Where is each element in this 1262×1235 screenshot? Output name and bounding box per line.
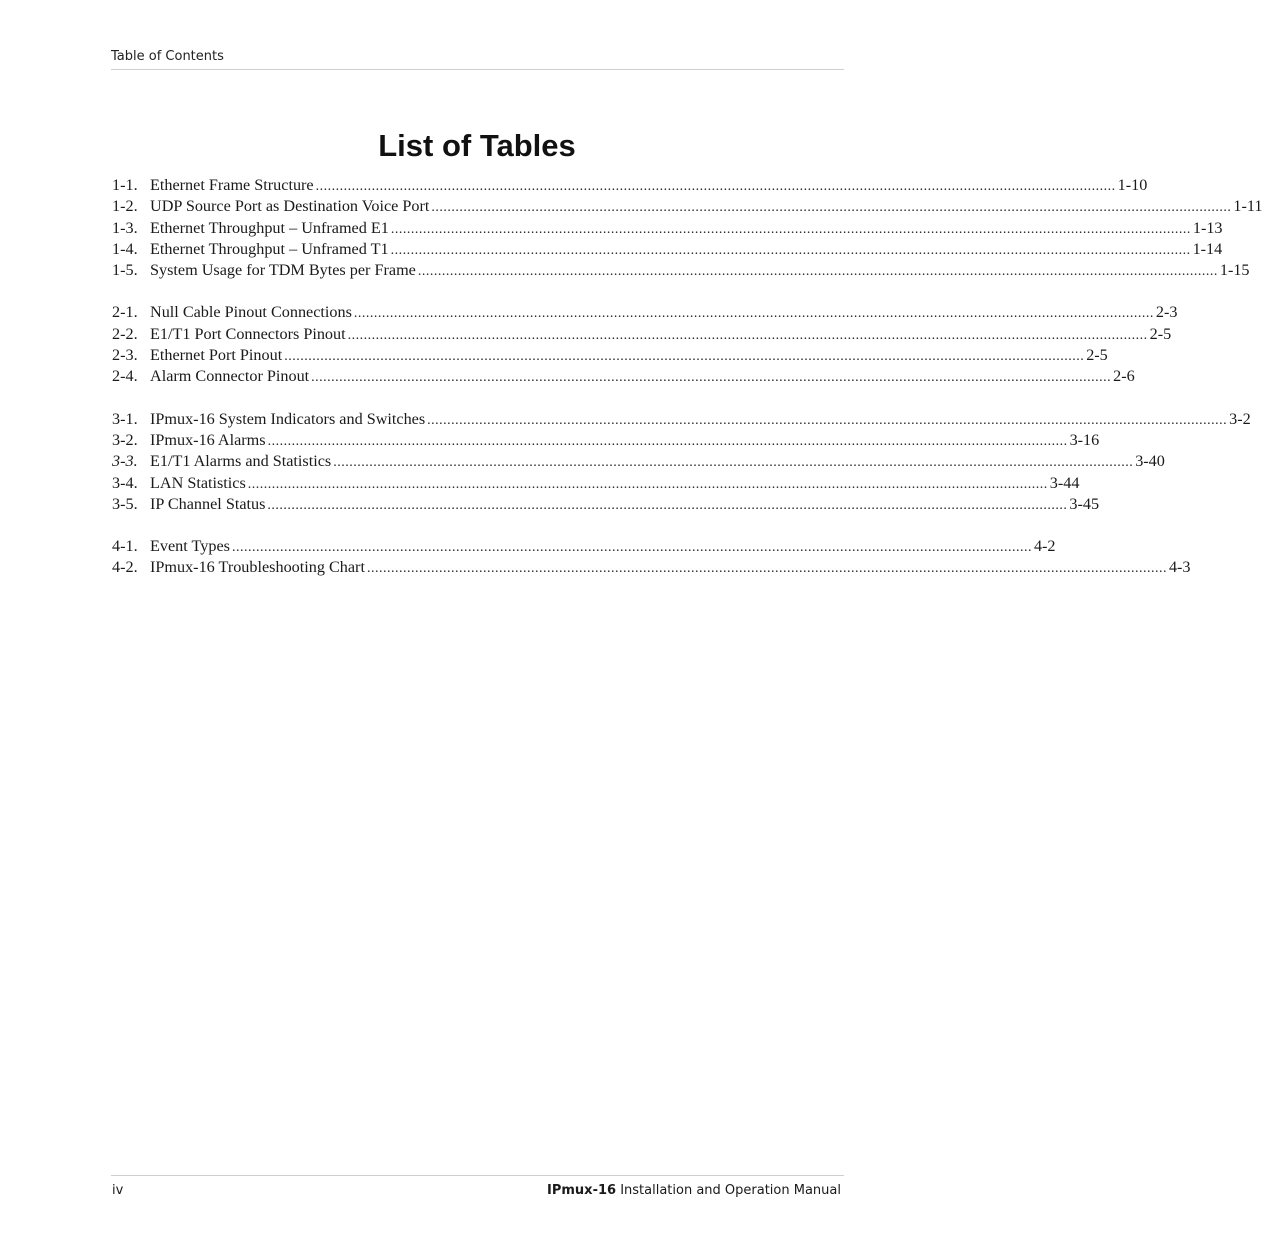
toc-entry-label: E1/T1 Port Connectors Pinout xyxy=(150,324,346,343)
toc-entry-number: 1-2. xyxy=(112,197,138,216)
toc-leader-dots: ........................................................................................................................................................................................................ xyxy=(311,370,1112,386)
toc-entry[interactable] xyxy=(112,367,1135,388)
toc-entry-page: 1-13 xyxy=(1192,218,1223,237)
toc-entry-label: E1/T1 Alarms and Statistics xyxy=(150,452,332,471)
toc-entry[interactable] xyxy=(112,261,1250,282)
toc-entry-number: 2-4. xyxy=(112,367,138,386)
toc-entry[interactable] xyxy=(112,346,1108,367)
toc-entry-label: IPmux-16 System Indicators and Switches xyxy=(150,409,426,428)
toc-leader-dots: ........................................................................................................................................................................................................ xyxy=(247,476,1048,492)
toc-entry-label: Ethernet Frame Structure xyxy=(150,176,314,194)
toc-entry-number: 3-1. xyxy=(112,409,138,428)
page-footer xyxy=(111,1175,844,1198)
toc-leader-dots: ........................................................................................................................................................................................................ xyxy=(390,242,1191,258)
toc-leader-dots: ........................................................................................................................................................................................................ xyxy=(390,221,1191,237)
toc-entry-page: 3-16 xyxy=(1069,430,1100,449)
toc-leader-dots: ........................................................................................................................................................................................................ xyxy=(267,497,1068,513)
toc-entry-page: 2-3 xyxy=(1155,303,1178,322)
toc-entry-page: 4-3 xyxy=(1168,558,1191,577)
toc-entry[interactable] xyxy=(112,239,1223,261)
toc-entry[interactable] xyxy=(112,218,1223,240)
toc-entry-page: 1-14 xyxy=(1192,239,1223,258)
toc-entry-page: 3-2 xyxy=(1229,409,1251,428)
toc-entry-label: UDP Source Port as Destination Voice Port xyxy=(150,197,430,216)
toc-leader-dots: ........................................................................................................................................................................................................ xyxy=(315,179,1116,194)
toc-entry-label: LAN Statistics xyxy=(150,473,246,492)
toc-entry[interactable] xyxy=(112,537,1056,558)
toc-leader-dots: ........................................................................................................................................................................................................ xyxy=(417,264,1218,280)
toc-entry[interactable] xyxy=(112,473,1080,495)
toc-entry-number: 2-3. xyxy=(112,346,138,365)
toc-entry[interactable] xyxy=(112,176,1148,197)
toc-entry[interactable] xyxy=(112,494,1100,516)
toc-entry-label: Ethernet Throughput – Unframed T1 xyxy=(150,239,389,258)
toc-entry-number: 3-3. xyxy=(112,452,138,471)
toc-entry-page: 3-45 xyxy=(1069,494,1100,513)
toc-entry-number: 1-4. xyxy=(112,239,138,258)
toc-entry-label: Alarm Connector Pinout xyxy=(150,367,310,386)
toc-leader-dots: ........................................................................................................................................................................................................ xyxy=(284,349,1085,365)
toc-entry[interactable] xyxy=(112,197,1262,218)
toc-leader-dots: ........................................................................................................................................................................................................ xyxy=(366,561,1167,577)
toc-entry-number: 2-1. xyxy=(112,303,138,322)
toc-entry-number: 4-1. xyxy=(112,537,138,556)
toc-entry-label: System Usage for TDM Bytes per Frame xyxy=(150,261,416,280)
toc-group xyxy=(112,409,1251,516)
toc-entry-number: 4-2. xyxy=(112,558,138,577)
toc-entry-page: 2-5 xyxy=(1086,346,1108,365)
toc-entry-number: 3-5. xyxy=(112,494,138,513)
footer-page-number: iv xyxy=(112,1183,124,1198)
toc-entry-page: 2-5 xyxy=(1149,324,1172,343)
toc-entry[interactable] xyxy=(112,409,1251,431)
toc-entry-page: 1-10 xyxy=(1117,176,1148,194)
toc-leader-dots: ........................................................................................................................................................................................................ xyxy=(431,200,1232,216)
toc-entry-label: Ethernet Port Pinout xyxy=(150,346,283,365)
toc-entry-number: 1-3. xyxy=(112,218,138,237)
toc-entry-page: 2-6 xyxy=(1113,367,1135,386)
page-header xyxy=(111,47,844,70)
toc-entry[interactable] xyxy=(112,430,1100,452)
toc-leader-dots: ........................................................................................................................................................................................................ xyxy=(427,412,1228,428)
toc-entry-page: 3-44 xyxy=(1049,473,1080,492)
toc-entry-page: 1-15 xyxy=(1219,261,1250,280)
toc-entry-number: 3-4. xyxy=(112,473,138,492)
footer-manual-subtitle: Installation and Operation Manual xyxy=(616,1183,841,1198)
toc-entry-number: 1-1. xyxy=(112,176,138,194)
toc-entry[interactable] xyxy=(112,303,1178,324)
page-title: List of Tables xyxy=(378,128,576,163)
toc-entry-number: 1-5. xyxy=(112,261,138,280)
toc-entry-page: 1-11 xyxy=(1233,197,1262,216)
header-text: Table of Contents xyxy=(111,49,224,64)
toc-entry[interactable] xyxy=(112,324,1172,346)
toc-entry-label: Null Cable Pinout Connections xyxy=(150,303,352,322)
toc-entry-label: IPmux-16 Alarms xyxy=(150,430,266,449)
toc-entry-label: Ethernet Throughput – Unframed E1 xyxy=(150,218,389,237)
toc-entry[interactable] xyxy=(112,452,1165,473)
toc-group xyxy=(112,537,1191,580)
list-of-tables xyxy=(112,176,1262,601)
toc-leader-dots: ........................................................................................................................................................................................................ xyxy=(353,306,1154,322)
footer-product-name: IPmux-16 xyxy=(547,1183,617,1198)
toc-leader-dots: ........................................................................................................................................................................................................ xyxy=(231,540,1032,556)
toc-entry-number: 2-2. xyxy=(112,324,138,343)
toc-entry-label: IP Channel Status xyxy=(150,494,266,513)
toc-entry-number: 3-2. xyxy=(112,430,138,449)
toc-entry[interactable] xyxy=(112,558,1191,579)
toc-leader-dots: ........................................................................................................................................................................................................ xyxy=(333,455,1134,471)
toc-group xyxy=(112,176,1262,282)
footer-manual-title xyxy=(547,1183,841,1198)
toc-leader-dots: ........................................................................................................................................................................................................ xyxy=(347,327,1148,343)
toc-group xyxy=(112,303,1178,388)
toc-entry-page: 3-40 xyxy=(1135,452,1165,471)
toc-entry-label: IPmux-16 Troubleshooting Chart xyxy=(150,558,365,577)
toc-entry-page: 4-2 xyxy=(1033,537,1056,556)
toc-leader-dots: ........................................................................................................................................................................................................ xyxy=(267,433,1068,449)
toc-entry-label: Event Types xyxy=(150,537,230,556)
